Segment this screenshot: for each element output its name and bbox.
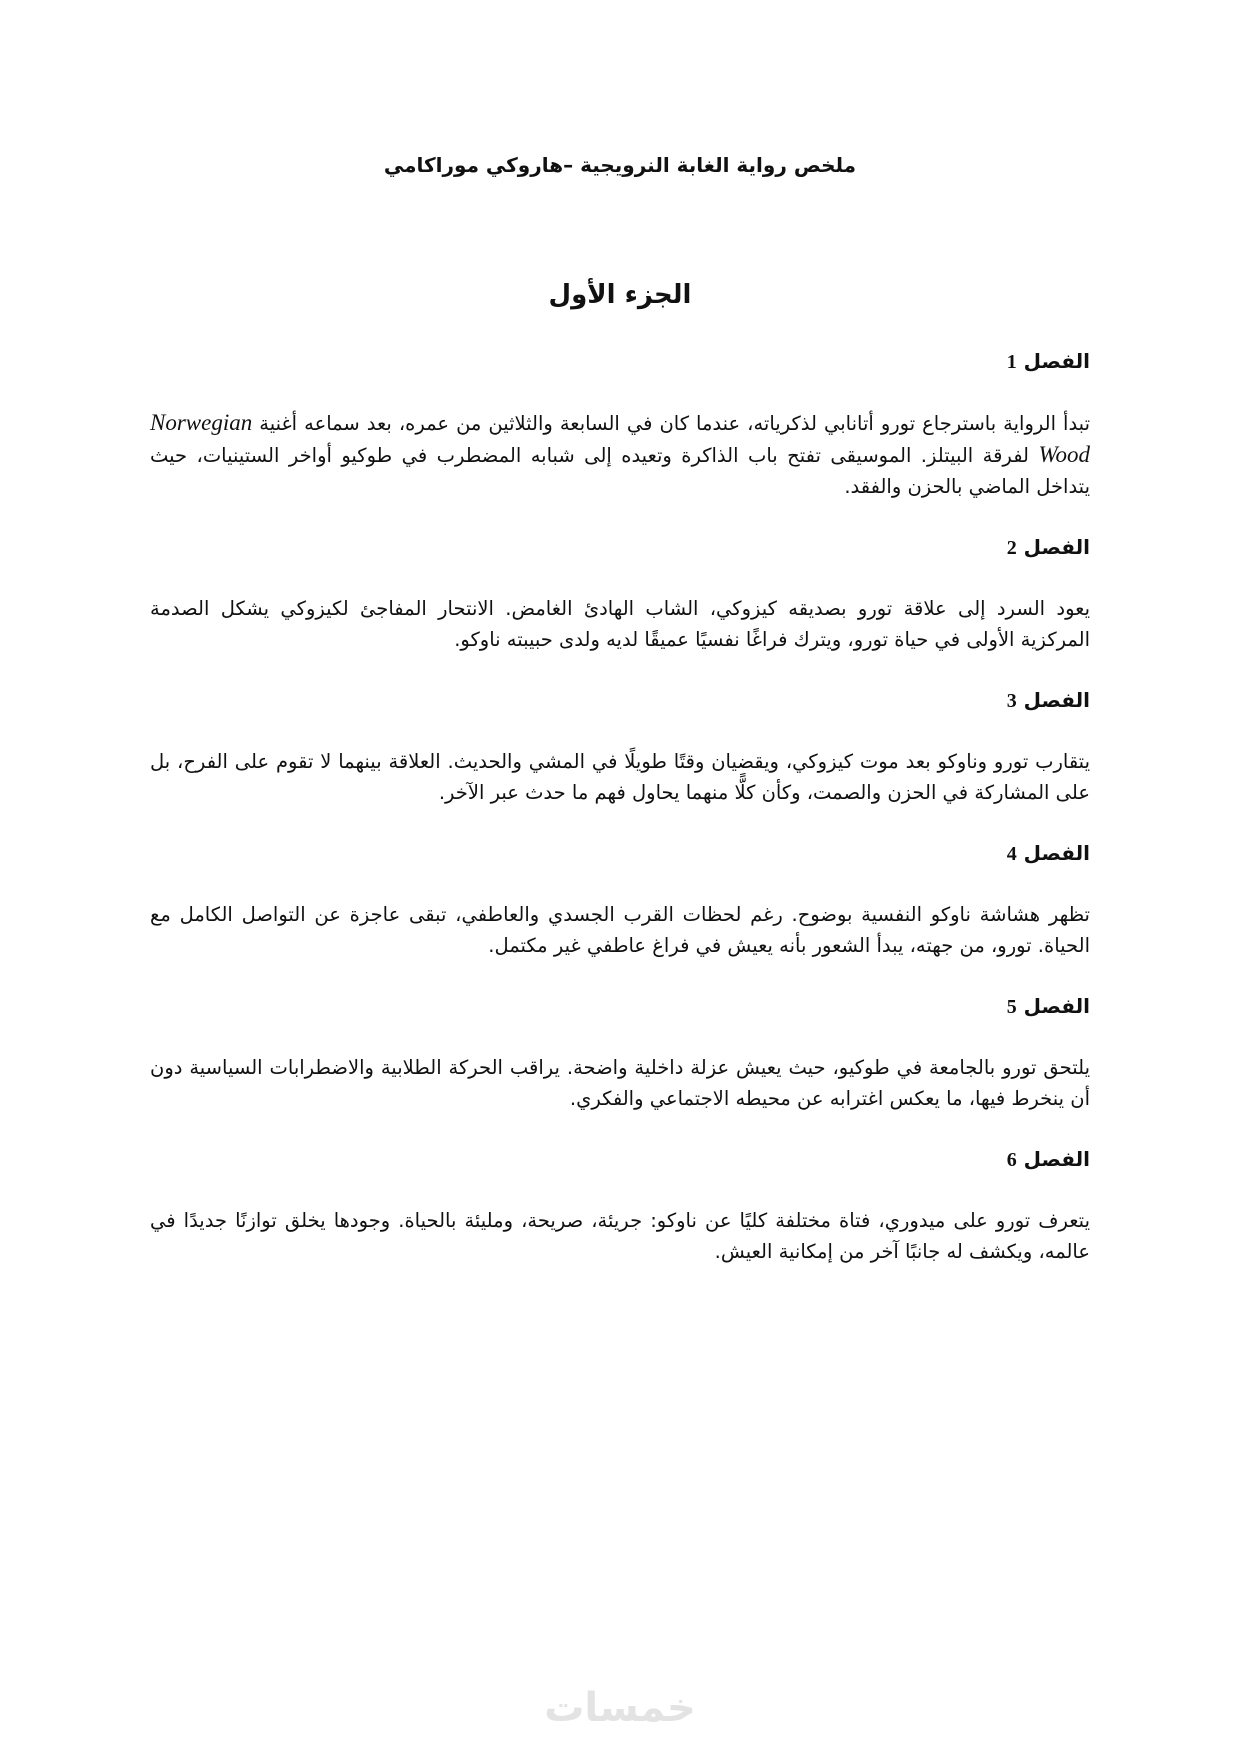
chapter-summary: يلتحق تورو بالجامعة في طوكيو، حيث يعيش عزلة داخلية واضحة. يراقب الحركة الطلابية والاضطرابات السياسية دون أن ينخرط فيها، ما يعكس اغترابه عن محيطه الاجتماعي والفكري. xyxy=(150,1056,1090,1110)
chapter-summary: تظهر هشاشة ناوكو النفسية بوضوح. رغم لحظات القرب الجسدي والعاطفي، تبقى عاجزة عن التواصل الكامل مع الحياة. تورو، من جهته، يبدأ الشعور بأنه يعيش في فراغ عاطفي غير مكتمل. xyxy=(150,903,1090,957)
chapter-number: 4 xyxy=(1006,843,1017,865)
chapter-label: الفصل xyxy=(1023,1147,1090,1171)
chapter-summary xyxy=(150,407,1090,502)
chapter-text-before: تبدأ الرواية باسترجاع تورو أتانابي لذكرياته، عندما كان في السابعة والثلاثين من عمره، بعد سماعه أغنية xyxy=(259,412,1090,435)
chapter-label: الفصل xyxy=(1023,535,1090,559)
chapter-1 xyxy=(150,346,1090,502)
chapter-6 xyxy=(150,1144,1090,1267)
chapter-3 xyxy=(150,685,1090,808)
chapter-heading xyxy=(150,346,1090,377)
chapter-label: الفصل xyxy=(1023,841,1090,865)
chapter-heading xyxy=(150,532,1090,563)
chapter-number: 2 xyxy=(1006,537,1017,559)
chapter-heading xyxy=(150,991,1090,1022)
khamsat-watermark: خمسات xyxy=(544,1685,696,1731)
chapter-text-after: لفرقة البيتلز. الموسيقى تفتح باب الذاكرة وتعيده إلى شبابه المضطرب في طوكيو أواخر الستينيات، حيث يتداخل الماضي بالحزن والفقد. xyxy=(150,444,1090,498)
chapter-heading xyxy=(150,685,1090,716)
chapter-heading xyxy=(150,1144,1090,1175)
chapter-2 xyxy=(150,532,1090,655)
chapter-5 xyxy=(150,991,1090,1114)
chapter-label: الفصل xyxy=(1023,349,1090,373)
chapter-4 xyxy=(150,838,1090,961)
chapter-number: 5 xyxy=(1006,996,1017,1018)
song-title: Norwegian Wood xyxy=(150,410,1090,467)
chapter-summary: يتعرف تورو على ميدوري، فتاة مختلفة كليًا عن ناوكو: جريئة، صريحة، ومليئة بالحياة. وجودها يخلق توازنًا جديدًا في عالمه، ويكشف له جانبًا آخر من إمكانية العيش. xyxy=(150,1209,1090,1263)
chapter-label: الفصل xyxy=(1023,688,1090,712)
document-title: ملخص رواية الغابة النرويجية –هاروكي موراكامي xyxy=(383,153,857,177)
chapter-label: الفصل xyxy=(1023,994,1090,1018)
chapter-number: 6 xyxy=(1006,1149,1017,1171)
part-title: الجزء الأول xyxy=(548,280,692,310)
chapter-summary: يتقارب تورو وناوكو بعد موت كيزوكي، ويقضيان وقتًا طويلًا في المشي والحديث. العلاقة بينهما لا تقوم على الفرح، بل على المشاركة في الحزن والصمت، وكأن كلًّا منهما يحاول فهم ما حدث عبر الآخر. xyxy=(150,750,1090,804)
chapter-heading xyxy=(150,838,1090,869)
chapter-list xyxy=(150,346,1090,1297)
chapter-number: 1 xyxy=(1006,351,1017,373)
chapter-number: 3 xyxy=(1006,690,1017,712)
chapter-summary: يعود السرد إلى علاقة تورو بصديقه كيزوكي، الشاب الهادئ الغامض. الانتحار المفاجئ لكيزوكي يشكل الصدمة المركزية الأولى في حياة تورو، ويترك فراغًا نفسيًا عميقًا لديه ولدى حبيبته ناوكو. xyxy=(150,597,1090,651)
